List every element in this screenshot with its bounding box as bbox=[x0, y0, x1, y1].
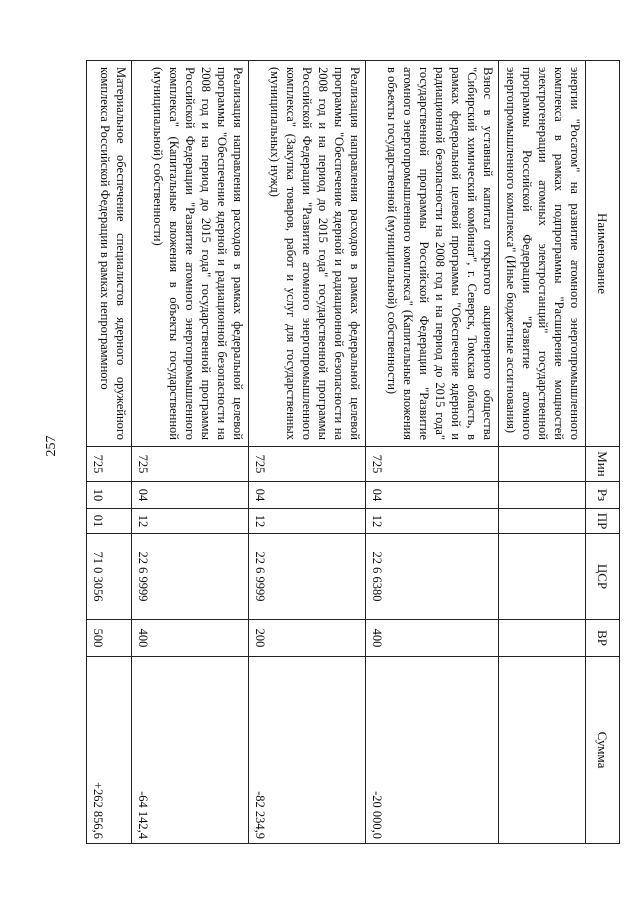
header-row bbox=[586, 61, 620, 844]
row-vr: 200 bbox=[248, 620, 365, 657]
budget-table bbox=[86, 60, 620, 844]
row-csr: 22 6 6380 bbox=[365, 534, 498, 620]
header-rz: Рз bbox=[586, 482, 620, 509]
row-sum: -20 000,0 bbox=[365, 657, 498, 844]
row-vr: 400 bbox=[132, 620, 248, 657]
row-pr bbox=[498, 509, 585, 534]
row-csr bbox=[498, 534, 585, 620]
header-csr: ЦСР bbox=[586, 534, 620, 620]
header-pr: ПР bbox=[586, 509, 620, 534]
row-pr: 12 bbox=[365, 509, 498, 534]
row-rz: 10 bbox=[87, 482, 132, 509]
header-name: Наименование bbox=[586, 61, 620, 447]
row-sum: +262 856,6 bbox=[87, 657, 132, 844]
row-rz: 04 bbox=[248, 482, 365, 509]
row-pr: 12 bbox=[248, 509, 365, 534]
row-sum: -82 234,9 bbox=[248, 657, 365, 844]
page-number: 257 bbox=[44, 435, 59, 457]
row-csr: 22 6 9999 bbox=[248, 534, 365, 620]
row-name: Реализация направления расходов в рамках федеральной целевой программы "Обеспечение ядерной и радиационной безопасности на 2008 год и на период до 2015 года" государственной программы Российской Федерации "Развитие атомного энергопромышленного комплекса" (Капитальные вложения в объекты государственной (муниципальной) собственности) bbox=[132, 61, 248, 447]
row-rz: 04 bbox=[365, 482, 498, 509]
row-csr: 22 6 9999 bbox=[132, 534, 248, 620]
table-row bbox=[365, 61, 498, 844]
row-vr: 500 bbox=[87, 620, 132, 657]
row-csr: 71 0 3056 bbox=[87, 534, 132, 620]
row-vr bbox=[498, 620, 585, 657]
header-sum: Сумма bbox=[586, 657, 620, 844]
table-row bbox=[248, 61, 365, 844]
row-min: 725 bbox=[248, 447, 365, 482]
row-rz: 04 bbox=[132, 482, 248, 509]
table-row bbox=[87, 61, 132, 844]
row-name: энергии "Росатом" на развитие атомного энергопромышленного комплекса в рамках подпрограммы "Расширение мощностей электрогенерации атомных электростанций" государственной программы Российской Федерации "Развитие атомного энергопромышленного комплекса" (Иные бюджетные ассигнования) bbox=[498, 61, 585, 447]
row-pr: 01 bbox=[87, 509, 132, 534]
row-vr: 400 bbox=[365, 620, 498, 657]
row-min: 725 bbox=[87, 447, 132, 482]
row-sum bbox=[498, 657, 585, 844]
row-sum: -64 142,4 bbox=[132, 657, 248, 844]
table-row bbox=[498, 61, 585, 844]
rotated-table-area bbox=[86, 60, 620, 843]
row-name: Взнос в уставный капитал открытого акционерного общества "Сибирский химический комбинат", г. Северск, Томская область, в рамках федеральной целевой программы "Обеспечение ядерной и радиационной безопасности на 2008 год и на период до 2015 года" государственной программы Российской Федерации "Развитие атомного энергопромышленного комплекса" (Капитальные вложения в объекты государственной (муниципальной) собственности) bbox=[365, 61, 498, 447]
row-min: 725 bbox=[132, 447, 248, 482]
table-row bbox=[132, 61, 248, 844]
row-min bbox=[498, 447, 585, 482]
row-min: 725 bbox=[365, 447, 498, 482]
row-name: Материальное обеспечение специалистов ядерного оружейного комплекса Российской Федерации в рамках непрограммного bbox=[87, 61, 132, 447]
row-name: Реализация направления расходов в рамках федеральной целевой программы "Обеспечение ядерной и радиационной безопасности на 2008 год и на период до 2015 года" государственной программы Российской Федерации "Развитие атомного энергопромышленного комплекса" (Закупка товаров, работ и услуг для государственных (муниципальных) нужд) bbox=[248, 61, 365, 447]
row-rz bbox=[498, 482, 585, 509]
header-vr: ВР bbox=[586, 620, 620, 657]
row-pr: 12 bbox=[132, 509, 248, 534]
header-min: Мин bbox=[586, 447, 620, 482]
